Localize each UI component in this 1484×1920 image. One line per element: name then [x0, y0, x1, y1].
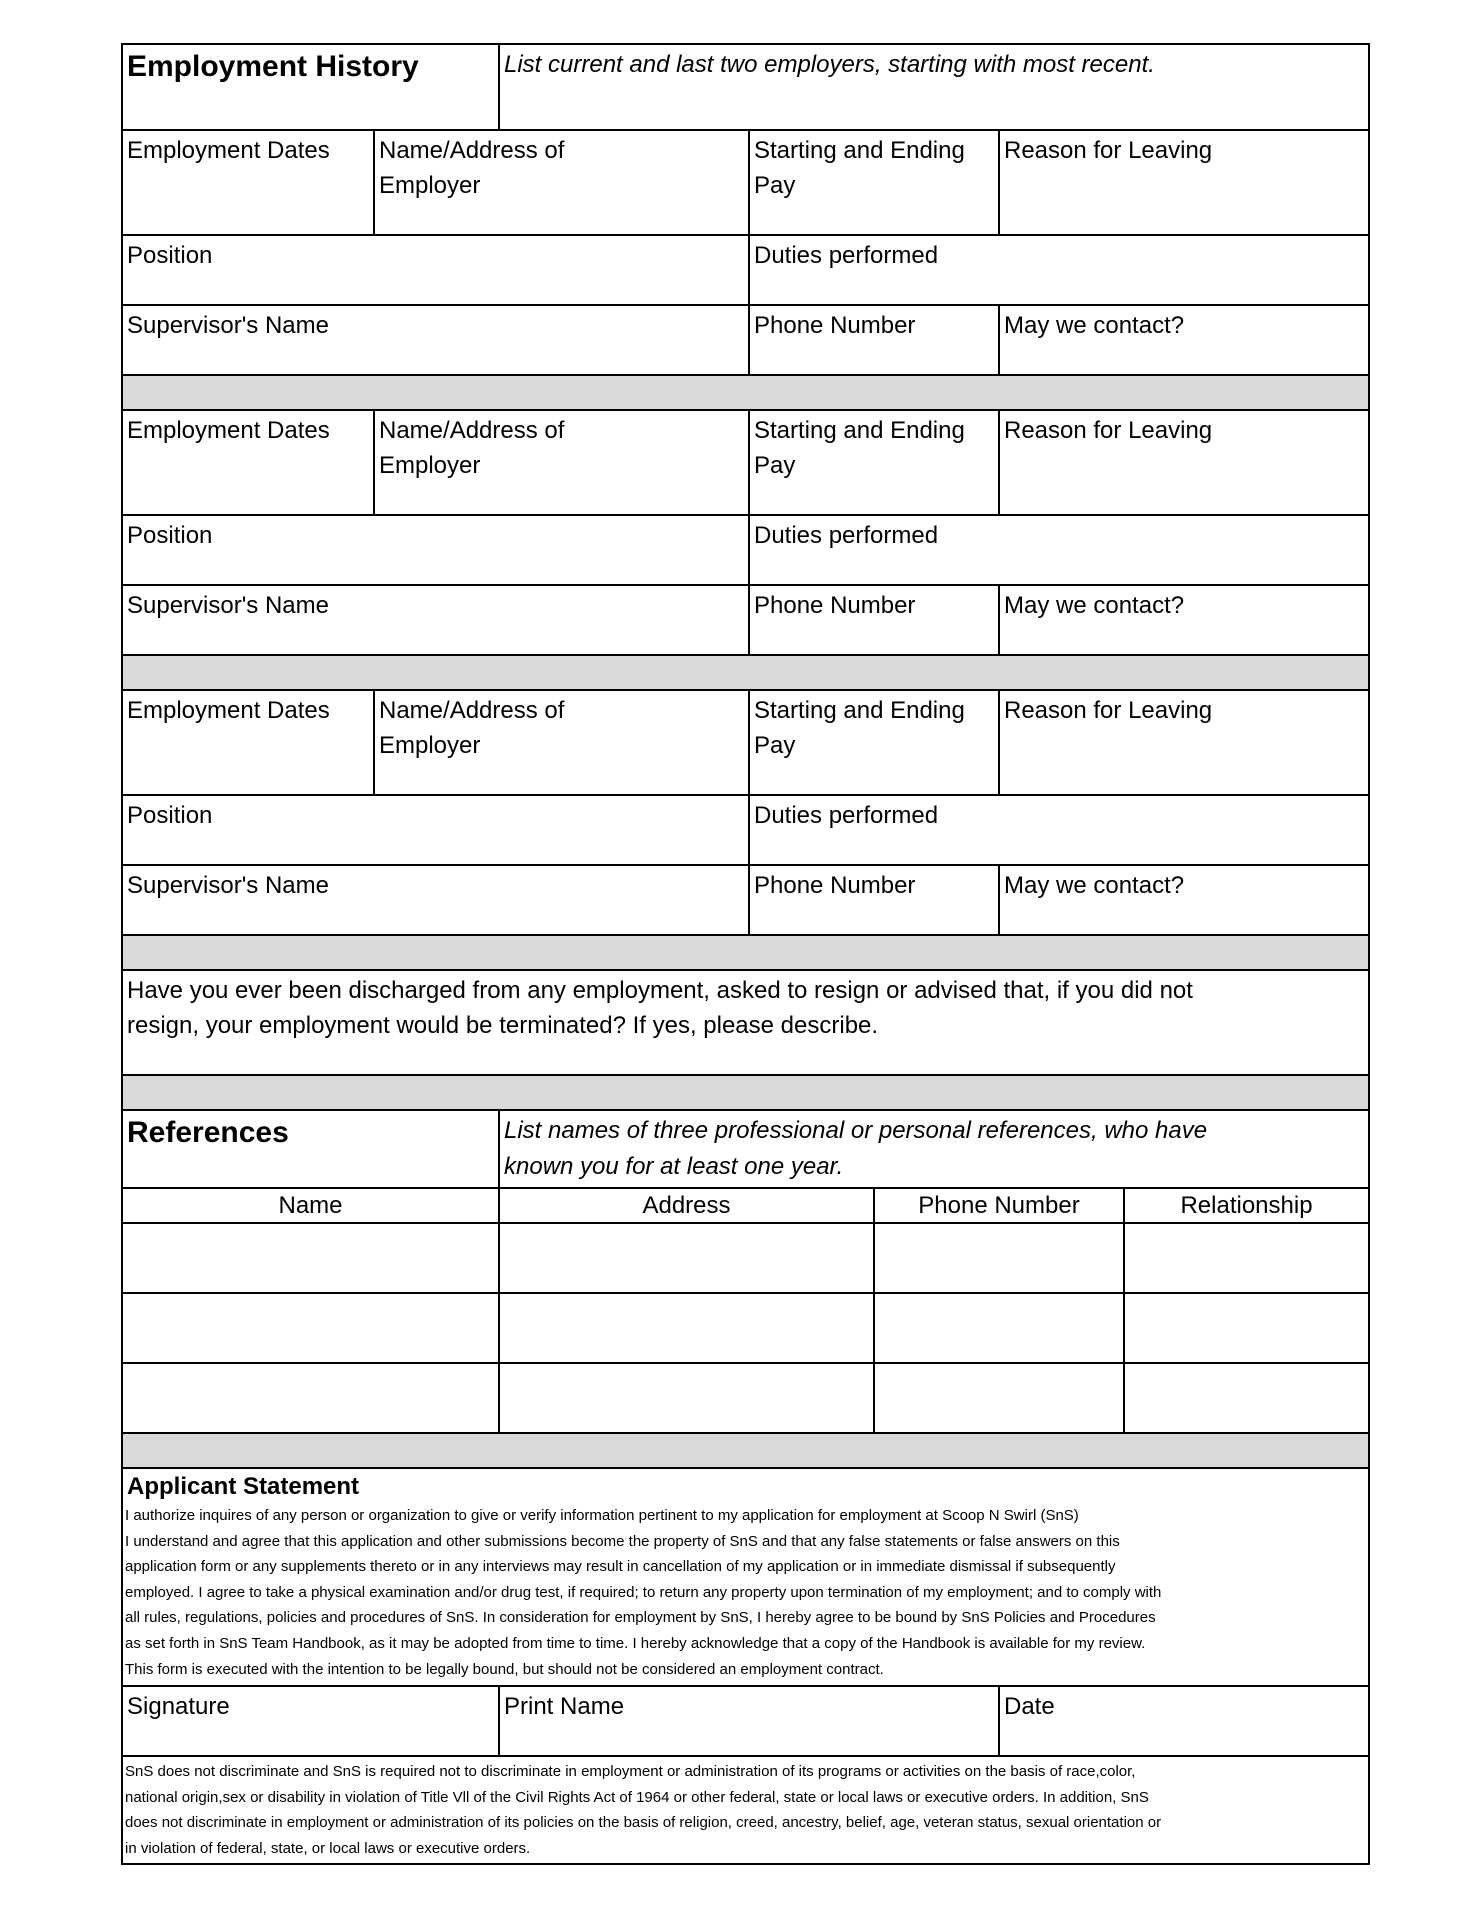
employment-dates-field[interactable] [123, 411, 373, 514]
employer-name-address-field[interactable] [373, 411, 748, 514]
starting-ending-pay-field[interactable] [748, 131, 998, 234]
duties-performed-field[interactable] [748, 236, 1368, 304]
section-divider [121, 654, 1370, 691]
pay-label-line2: Pay [754, 172, 796, 199]
signature-field[interactable] [123, 1687, 498, 1755]
references-instruction-line1: List names of three professional or personal references, who have [504, 1117, 1208, 1144]
reference-address-cell[interactable] [498, 1294, 873, 1362]
employer-label-line1: Name/Address of [379, 697, 565, 724]
supervisor-label: Supervisor's Name [127, 872, 329, 899]
employment-history-instruction: List current and last two employers, starting with most recent. [504, 51, 1155, 78]
reference-relationship-header: Relationship [1180, 1192, 1313, 1219]
discharge-question-field[interactable] [121, 969, 1370, 1076]
employment-history-header [121, 43, 1370, 131]
duties-performed-field[interactable] [748, 796, 1368, 864]
nondiscrimination-line: SnS does not discriminate and SnS is required not to discriminate in employment or administration of its programs or activities on the basis of race,color, [125, 1763, 1136, 1780]
position-field[interactable] [123, 516, 748, 584]
employer-name-address-field[interactable] [373, 131, 748, 234]
employer-name-address-field[interactable] [373, 691, 748, 794]
may-we-contact-field[interactable] [998, 866, 1368, 934]
duties-label: Duties performed [754, 242, 939, 269]
nondiscrimination-line: in violation of federal, state, or local laws or executive orders. [125, 1839, 531, 1857]
reason-for-leaving-field[interactable] [998, 411, 1368, 514]
date-label: Date [1004, 1693, 1055, 1720]
contact-label: May we contact? [1004, 872, 1185, 899]
reference-address-header: Address [642, 1192, 731, 1219]
reference-phone-header: Phone Number [918, 1192, 1080, 1219]
employer-dates-row [121, 129, 1370, 236]
may-we-contact-field[interactable] [998, 306, 1368, 374]
reason-label: Reason for Leaving [1004, 137, 1213, 164]
pay-label-line2: Pay [754, 452, 796, 479]
reason-label: Reason for Leaving [1004, 417, 1213, 444]
position-label: Position [127, 242, 213, 269]
reference-relationship-cell[interactable] [1123, 1224, 1368, 1292]
pay-label-line2: Pay [754, 732, 796, 759]
employment-dates-field[interactable] [123, 131, 373, 234]
references-column-headers [121, 1187, 1370, 1224]
may-we-contact-field[interactable] [998, 586, 1368, 654]
statement-line: as set forth in SnS Team Handbook, as it may be adopted from time to time. I hereby acknowledge that a copy of the Handbook is available for my review. [125, 1634, 1146, 1652]
statement-line: application form or any supplements thereto or in any interviews may result in cancellation of my application or in immediate dismissal if subsequently [125, 1558, 1116, 1576]
references-header [121, 1109, 1370, 1189]
signature-row [121, 1685, 1370, 1757]
reference-address-cell[interactable] [498, 1364, 873, 1432]
contact-label: May we contact? [1004, 592, 1185, 619]
employment-dates-label: Employment Dates [127, 697, 330, 724]
reason-label: Reason for Leaving [1004, 697, 1213, 724]
contact-label: May we contact? [1004, 312, 1185, 339]
reference-name-header: Name [278, 1192, 343, 1219]
supervisor-row [121, 584, 1370, 656]
reason-for-leaving-field[interactable] [998, 131, 1368, 234]
duties-label: Duties performed [754, 802, 939, 829]
phone-number-field[interactable] [748, 586, 998, 654]
employer-label-line1: Name/Address of [379, 137, 565, 164]
phone-label: Phone Number [754, 872, 916, 899]
employer-dates-row [121, 689, 1370, 796]
nondiscrimination-notice [121, 1755, 1370, 1865]
employment-dates-label: Employment Dates [127, 137, 330, 164]
supervisor-label: Supervisor's Name [127, 312, 329, 339]
reference-relationship-cell[interactable] [1123, 1294, 1368, 1362]
pay-label-line1: Starting and Ending [754, 417, 965, 444]
supervisor-name-field[interactable] [123, 586, 748, 654]
reference-name-cell[interactable] [123, 1364, 498, 1432]
reason-for-leaving-field[interactable] [998, 691, 1368, 794]
duties-label: Duties performed [754, 522, 939, 549]
employer-label-line2: Employer [379, 172, 481, 199]
section-divider [121, 1432, 1370, 1469]
employment-dates-field[interactable] [123, 691, 373, 794]
phone-label: Phone Number [754, 592, 916, 619]
applicant-statement [121, 1467, 1370, 1687]
nondiscrimination-line: national origin,sex or disability in violation of Title Vll of the Civil Rights Act of 1964 or other federal, state or local laws or executive orders. In addition, SnS [125, 1788, 1149, 1806]
print-name-field[interactable] [498, 1687, 998, 1755]
supervisor-name-field[interactable] [123, 866, 748, 934]
statement-line: I authorize inquires of any person or organization to give or verify information pertinent to my application for employment at Scoop N Swirl (SnS) [125, 1507, 1079, 1524]
statement-line: employed. I agree to take a physical examination and/or drug test, if required; to return any property upon termination of my employment; and to comply with [125, 1583, 1162, 1601]
employer-dates-row [121, 409, 1370, 516]
reference-name-cell[interactable] [123, 1294, 498, 1362]
employment-application-form [121, 43, 1370, 1865]
employment-history-title: Employment History [127, 50, 419, 83]
references-instruction-line2: known you for at least one year. [504, 1153, 844, 1180]
discharge-question-line1: Have you ever been discharged from any employment, asked to resign or advised that, if you did not [127, 977, 1193, 1004]
employer-label-line2: Employer [379, 452, 481, 479]
pay-label-line1: Starting and Ending [754, 137, 965, 164]
position-row [121, 794, 1370, 866]
nondiscrimination-line: does not discriminate in employment or administration of its policies on the basis of religion, creed, ancestry, belief, age, veteran status, sexual orientation or [125, 1814, 1162, 1832]
duties-performed-field[interactable] [748, 516, 1368, 584]
supervisor-row [121, 864, 1370, 936]
phone-number-field[interactable] [748, 866, 998, 934]
starting-ending-pay-field[interactable] [748, 411, 998, 514]
discharge-question-line2: resign, your employment would be terminated? If yes, please describe. [127, 1012, 879, 1039]
statement-line: I understand and agree that this application and other submissions become the property of SnS and that any false statements or false answers on this [125, 1532, 1120, 1550]
section-divider [121, 934, 1370, 971]
supervisor-name-field[interactable] [123, 306, 748, 374]
position-row [121, 514, 1370, 586]
reference-phone-cell[interactable] [873, 1294, 1123, 1362]
statement-line: This form is executed with the intention to be legally bound, but should not be considered an employment contract. [125, 1660, 884, 1678]
position-label: Position [127, 802, 213, 829]
employment-dates-label: Employment Dates [127, 417, 330, 444]
applicant-statement-title: Applicant Statement [127, 1473, 360, 1500]
phone-label: Phone Number [754, 312, 916, 339]
position-field[interactable] [123, 236, 748, 304]
reference-row [121, 1362, 1370, 1434]
reference-relationship-cell[interactable] [1123, 1364, 1368, 1432]
reference-phone-cell[interactable] [873, 1364, 1123, 1432]
date-field[interactable] [998, 1687, 1368, 1755]
employer-label-line2: Employer [379, 732, 481, 759]
employer-label-line1: Name/Address of [379, 417, 565, 444]
statement-line: all rules, regulations, policies and procedures of SnS. In consideration for employment by SnS, I hereby agree to be bound by SnS Policies and Procedures [125, 1609, 1156, 1627]
position-field[interactable] [123, 796, 748, 864]
reference-row [121, 1292, 1370, 1364]
supervisor-row [121, 304, 1370, 376]
supervisor-label: Supervisor's Name [127, 592, 329, 619]
references-title: References [127, 1116, 289, 1149]
reference-phone-cell[interactable] [873, 1224, 1123, 1292]
print-name-label: Print Name [504, 1693, 625, 1720]
starting-ending-pay-field[interactable] [748, 691, 998, 794]
pay-label-line1: Starting and Ending [754, 697, 965, 724]
section-divider [121, 374, 1370, 411]
position-row [121, 234, 1370, 306]
reference-name-cell[interactable] [123, 1224, 498, 1292]
phone-number-field[interactable] [748, 306, 998, 374]
reference-row [121, 1222, 1370, 1294]
position-label: Position [127, 522, 213, 549]
section-divider [121, 1074, 1370, 1111]
reference-address-cell[interactable] [498, 1224, 873, 1292]
signature-label: Signature [127, 1693, 230, 1720]
